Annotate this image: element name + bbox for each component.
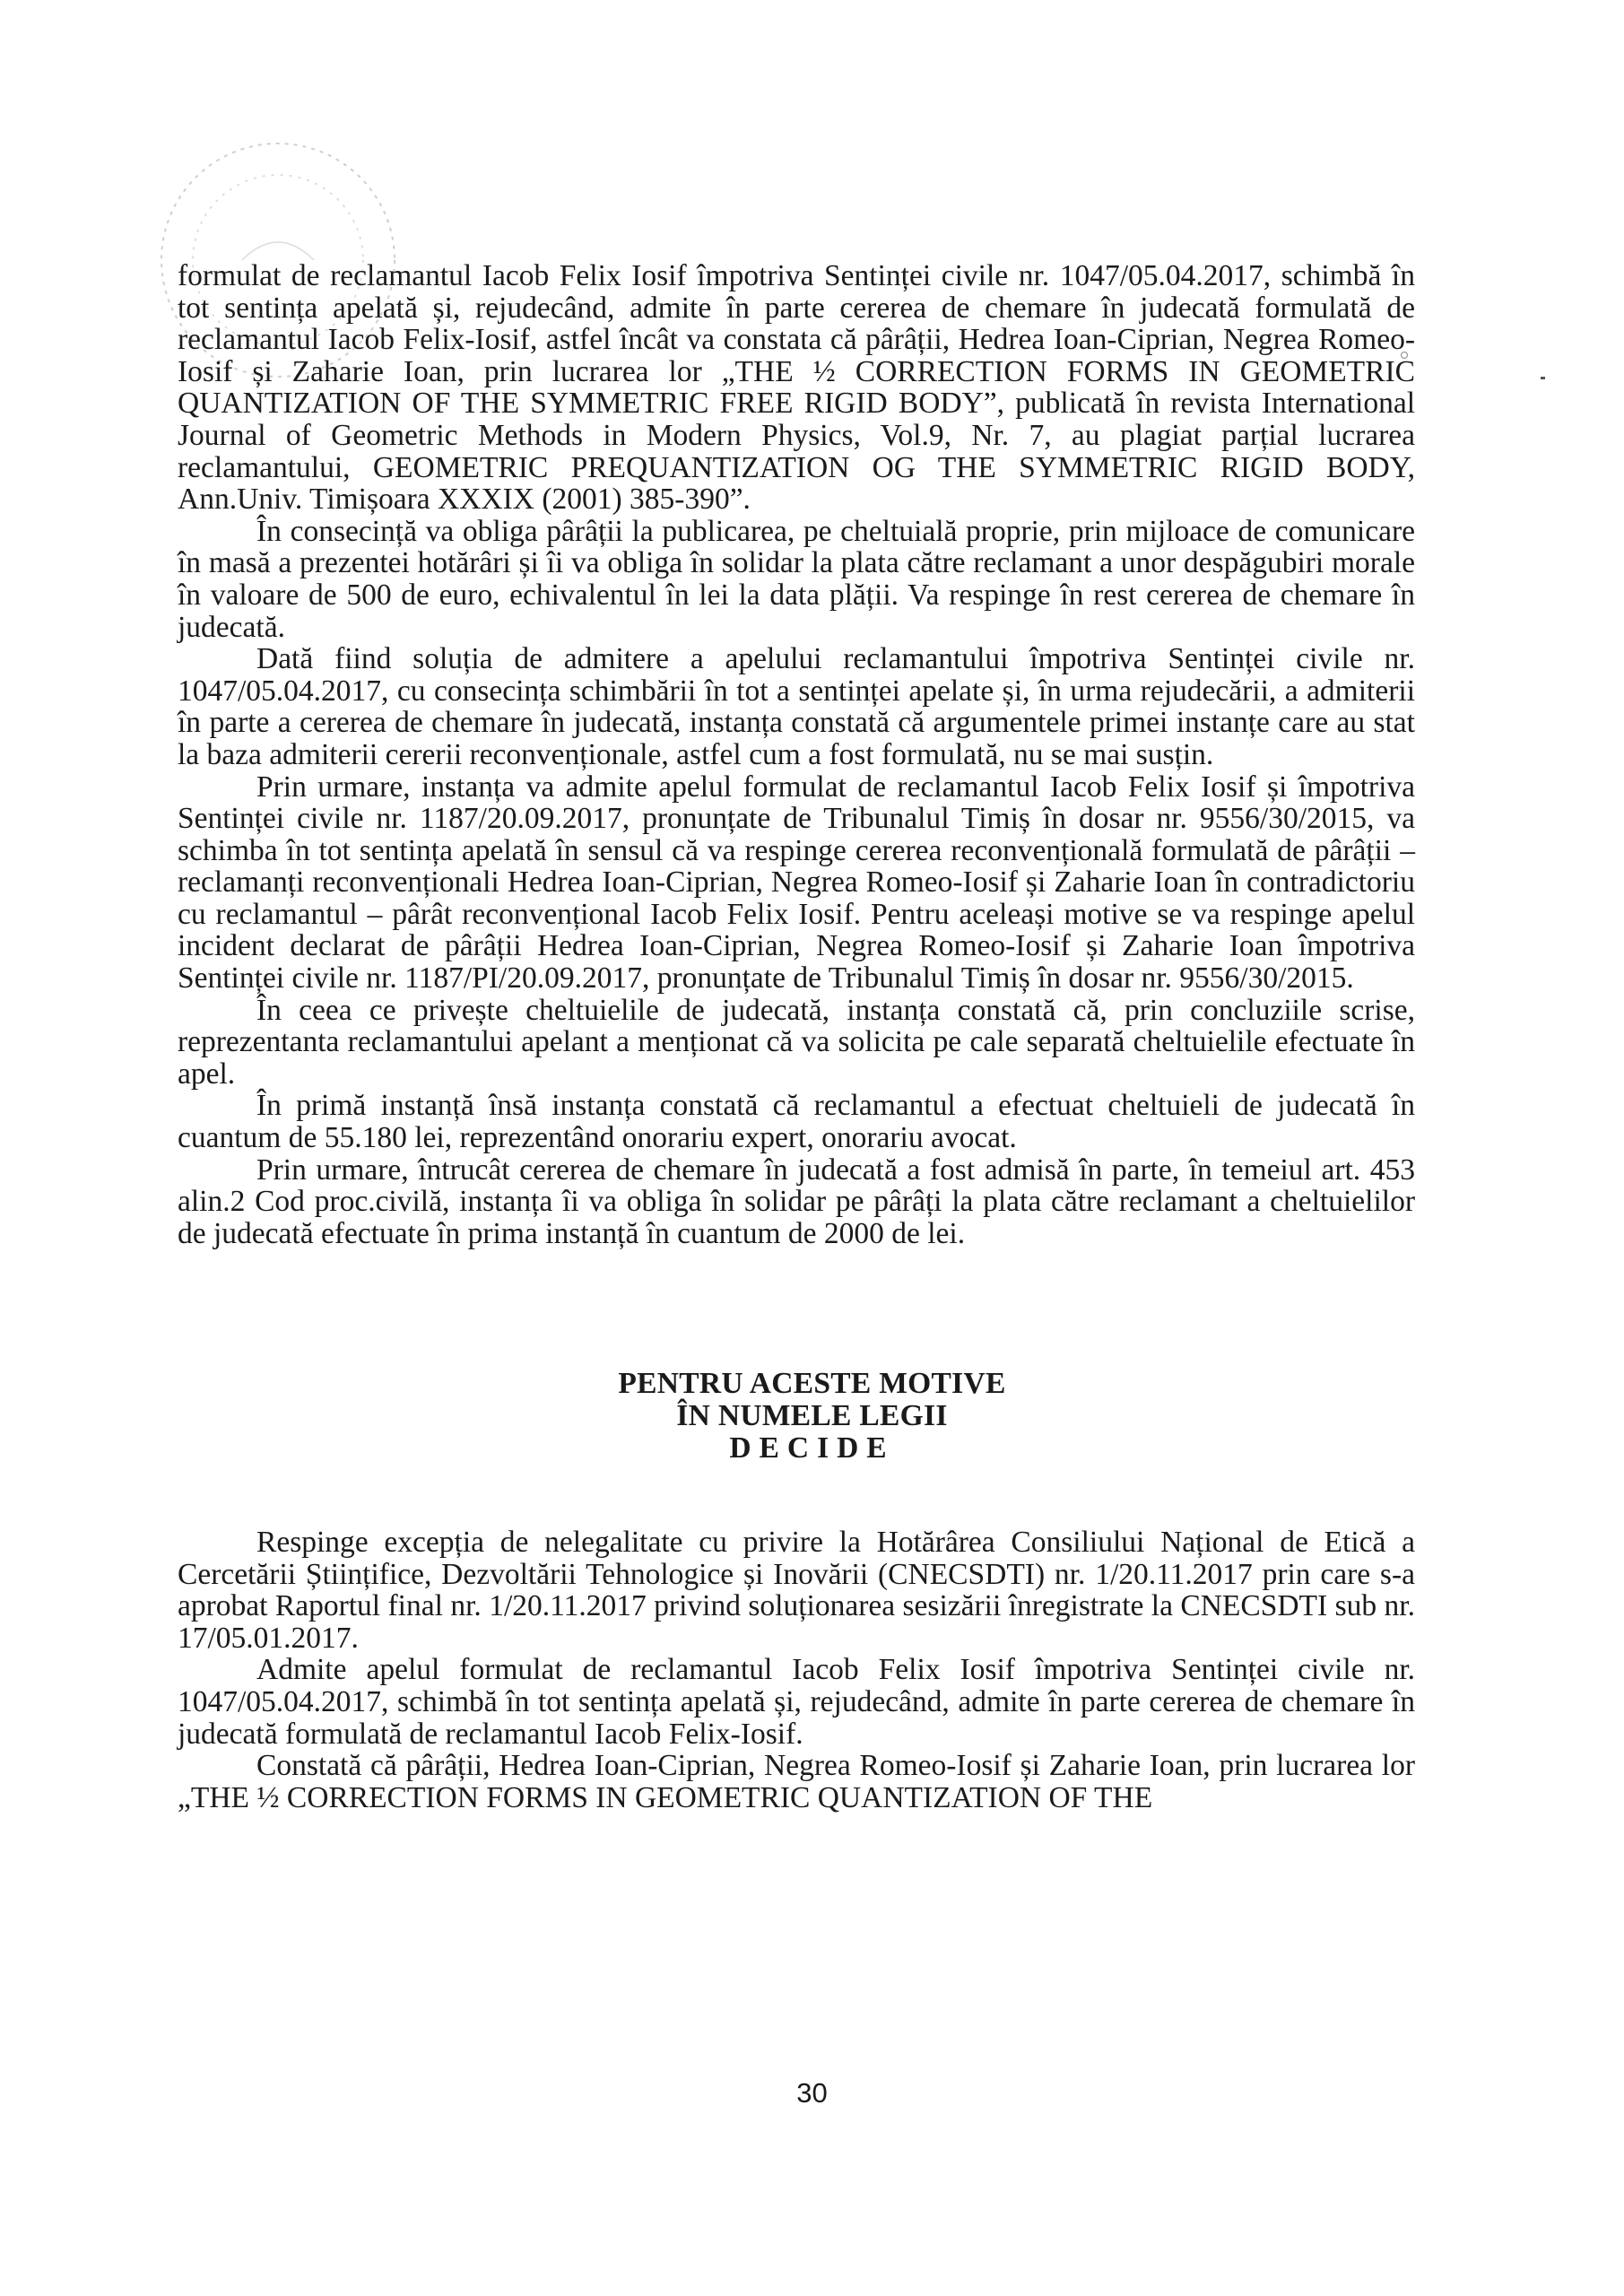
heading-line: PENTRU ACESTE MOTIVE bbox=[618, 1367, 1006, 1400]
paragraph: Constată că pârâții, Hedrea Ioan-Ciprian, Negrea Romeo-Iosif și Zaharie Ioan, prin lucrarea lor „THE ½ CORRECTION FORMS IN GEOMETRIC QUANTIZATION OF THE bbox=[178, 1749, 1415, 1814]
paragraph: Dată fiind soluția de admitere a apelului reclamantului împotriva Sentinței civile nr. 1047/05.04.2017, cu consecința schimbării în tot a sentinței apelate și, în urma rejudecării, a admiterii în parte a cererea de chemare în judecată, instanța constată că argumentele primei instanțe care au stat la baza admiterii cererii reconvenționale, astfel cum a fost formulată, nu se mai susțin. bbox=[178, 642, 1415, 771]
paragraph: În consecință va obliga pârâții la publicarea, pe cheltuială proprie, prin mijloace de comunicare în masă a prezentei hotărâri și îi va obliga în solidar la plata către reclamant a unor despăgubiri morale în valoare de 500 de euro, echivalentul în lei la data plății. Va respinge în rest cererea de chemare în judecată. bbox=[178, 514, 1415, 644]
paragraph: formulat de reclamantul Iacob Felix Iosif împotriva Sentinței civile nr. 1047/05.04.2017, schimbă în tot sentința apelată și, rejudecând, admite în parte cererea de chemare în judecată formulată de reclamantul Iacob Felix-Iosif, astfel încât va constata că pârâții, Hedrea Ioan-Ciprian, Negrea Romeo-Iosif și Zaharie Ioan, prin lucrarea lor „THE ½ CORRECTION FORMS IN GEOMETRIC QUANTIZATION OF THE SYMMETRIC FREE RIGID BODY”, publicată în revista International Journal of Geometric Methods in Modern Physics, Vol.9, Nr. 7, au plagiat parțial lucrarea reclamantului, GEOMETRIC PREQUANTIZATION OG THE SYMMETRIC RIGID BODY, Ann.Univ. Timișoara XXXIX (2001) 385-390”. bbox=[178, 259, 1415, 517]
paragraph: Prin urmare, întrucât cererea de chemare în judecată a fost admisă în parte, în temeiul art. 453 alin.2 Cod proc.civilă, instanța îi va obliga în solidar pe pârâți la plata către reclamant a cheltuielilor de judecată efectuate în prima instanță în cuantum de 2000 de lei. bbox=[178, 1152, 1415, 1250]
scan-speck-icon bbox=[1541, 377, 1545, 379]
decision-heading bbox=[0, 1368, 1624, 1465]
page-number: 30 bbox=[796, 2077, 828, 2109]
bottom-text-block bbox=[178, 1526, 1415, 1813]
paragraph: În primă instanță însă instanța constată că reclamantul a efectuat cheltuieli de judecată în cuantum de 55.180 lei, reprezentând onorariu expert, onorariu avocat. bbox=[178, 1089, 1415, 1155]
paragraph: În ceea ce privește cheltuielile de judecată, instanța constată că, prin concluziile scrise, reprezentanta reclamantului apelant a menționat că va solicita pe cale separată cheltuielile efectuate în apel. bbox=[178, 993, 1415, 1091]
paragraph: Admite apelul formulat de reclamantul Iacob Felix Iosif împotriva Sentinței civile nr. 1047/05.04.2017, schimbă în tot sentința apelată și, rejudecând, admite în parte cererea de chemare în judecată formulată de reclamantul Iacob Felix-Iosif. bbox=[178, 1653, 1415, 1751]
heading-decide: DECIDE bbox=[729, 1431, 895, 1465]
heading-line: ÎN NUMELE LEGII bbox=[676, 1399, 948, 1432]
paragraph: Respinge excepția de nelegalitate cu privire la Hotărârea Consiliului Național de Etică a Cercetării Științifice, Dezvoltării Tehnologice și Inovării (CNECSDTI) nr. 1/20.11.2017 prin care s-a aprobat Raportul final nr. 1/20.11.2017 privind soluționarea sesizării înregistrate la CNECSDTI sub nr. 17/05.01.2017. bbox=[178, 1526, 1415, 1655]
top-text-block bbox=[178, 260, 1415, 1249]
paragraph: Prin urmare, instanța va admite apelul formulat de reclamantul Iacob Felix Iosif și împotriva Sentinței civile nr. 1187/20.09.2017, pronunțate de Tribunalul Timiș în dosar nr. 9556/30/2015, va schimba în tot sentința apelată în sensul că va respinge cererea reconvențională formulată de pârâții – reclamanți reconvenționali Hedrea Ioan-Ciprian, Negrea Romeo-Iosif și Zaharie Ioan în contradictoriu cu reclamantul – pârât reconvențional Iacob Felix Iosif. Pentru aceleași motive se va respinge apelul incident declarat de pârâții Hedrea Ioan-Ciprian, Negrea Romeo-Iosif și Zaharie Ioan împotriva Sentinței civile nr. 1187/PI/20.09.2017, pronunțate de Tribunalul Timiș în dosar nr. 9556/30/2015. bbox=[178, 770, 1415, 996]
